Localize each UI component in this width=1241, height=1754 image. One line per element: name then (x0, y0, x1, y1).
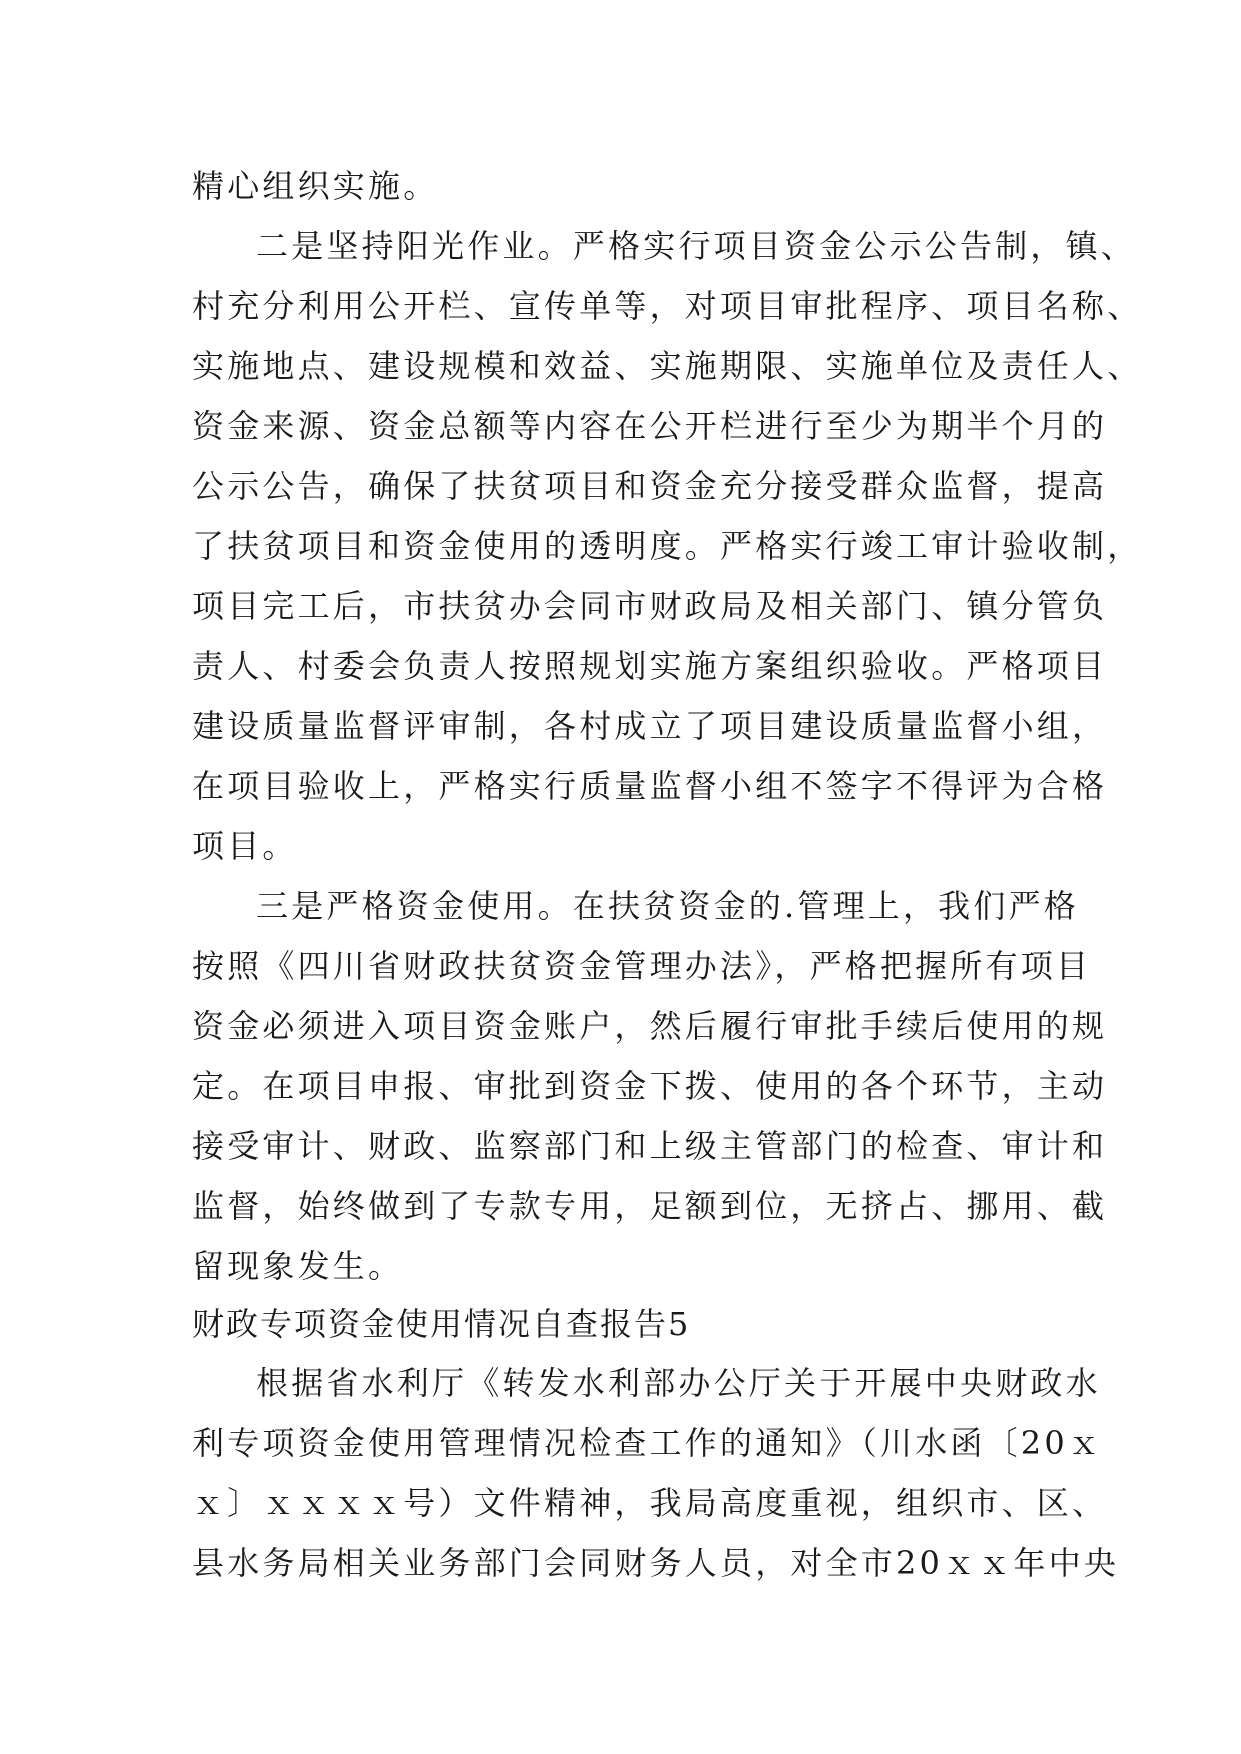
section-heading: 财政专项资金使用情况自查报告5 (192, 1305, 691, 1343)
text-line: 村充分利用公开栏、宣传单等，对项目审批程序、项目名称、 (192, 287, 1143, 325)
document-body (192, 156, 1143, 1593)
text-line: 精心组织实施。 (192, 167, 439, 205)
text-line: 建设质量监督评审制，各村成立了项目建设质量监督小组， (192, 707, 1108, 745)
text-line: ｘ〕ｘｘｘｘ号）文件精神，我局高度重视，组织市、区、 (192, 1484, 1108, 1522)
text-line: 县水务局相关业务部门会同财务人员，对全市20ｘｘ年中央 (192, 1544, 1120, 1582)
text-line: 了扶贫项目和资金使用的透明度。严格实行竣工审计验收制， (192, 527, 1143, 565)
text-line: 利专项资金使用管理情况检查工作的通知》（川水函〔20ｘ (192, 1424, 1104, 1462)
paragraph-start-line: 三是严格资金使用。在扶贫资金的.管理上，我们严格 (256, 887, 1079, 925)
text-line: 公示公告，确保了扶贫项目和资金充分接受群众监督，提高 (192, 467, 1108, 505)
text-line: 在项目验收上，严格实行质量监督小组不签字不得评为合格 (192, 767, 1108, 805)
text-line: 留现象发生。 (192, 1247, 404, 1285)
paragraph-start-line: 根据省水利厅《转发水利部办公厅关于开展中央财政水 (256, 1364, 1101, 1402)
text-line: 按照《四川省财政扶贫资金管理办法》，严格把握所有项目 (192, 947, 1092, 985)
text-line: 监督，始终做到了专款专用，足额到位，无挤占、挪用、截 (192, 1187, 1108, 1225)
text-line: 项目完工后，市扶贫办会同市财政局及相关部门、镇分管负 (192, 587, 1108, 625)
text-line: 责人、村委会负责人按照规划实施方案组织验收。严格项目 (192, 647, 1108, 685)
text-line: 资金必须进入项目资金账户，然后履行审批手续后使用的规 (192, 1007, 1108, 1045)
paragraph-start-line: 二是坚持阳光作业。严格实行项目资金公示公告制，镇、 (256, 227, 1137, 265)
text-line: 定。在项目申报、审批到资金下拨、使用的各个环节，主动 (192, 1067, 1108, 1105)
text-line: 实施地点、建设规模和效益、实施期限、实施单位及责任人、 (192, 347, 1143, 385)
text-line: 接受审计、财政、监察部门和上级主管部门的检查、审计和 (192, 1127, 1108, 1165)
text-line: 资金来源、资金总额等内容在公开栏进行至少为期半个月的 (192, 407, 1108, 445)
text-line: 项目。 (192, 827, 298, 865)
